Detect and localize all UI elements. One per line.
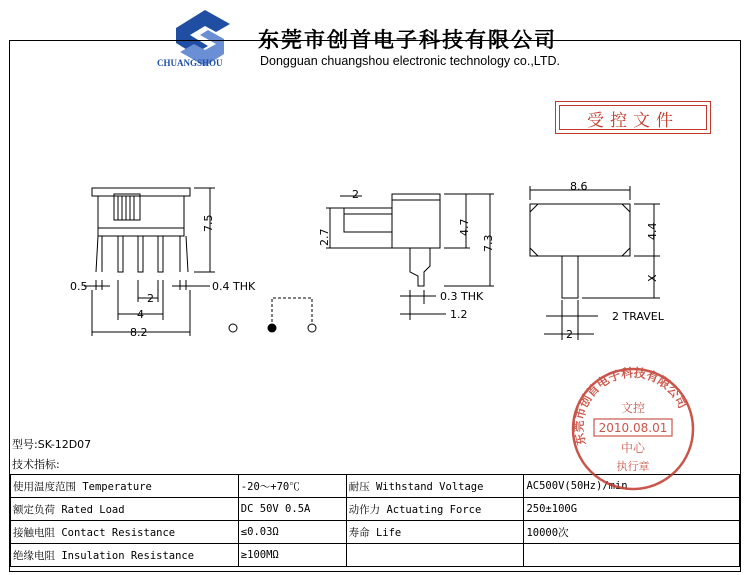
spec-value: AC500V(50Hz)/min xyxy=(524,475,740,498)
front-dim-left: 0.5 xyxy=(70,280,88,293)
front-dim-width: 8.2 xyxy=(130,326,148,339)
front-view xyxy=(84,188,215,336)
logo-text: CHUANGSHOU xyxy=(157,58,223,68)
seal-line4: 执行章 xyxy=(616,460,650,473)
spec-name: 寿命 Life xyxy=(346,521,524,544)
table-row xyxy=(11,521,740,544)
spec-name: 接触电阻 Contact Resistance xyxy=(11,521,239,544)
front-dim-pitch: 2 xyxy=(147,292,154,305)
table-row xyxy=(11,498,740,521)
spec-name: 动作力 Actuating Force xyxy=(346,498,524,521)
tech-spec-heading: 技术指标: xyxy=(12,458,60,471)
model-number: 型号:SK-12D07 xyxy=(12,438,92,451)
spec-name: 使用温度范围 Temperature xyxy=(11,475,239,498)
seal-date: 2010.08.01 xyxy=(598,421,668,435)
spec-name: 额定负荷 Rated Load xyxy=(11,498,239,521)
spec-value: 250±100G xyxy=(524,498,740,521)
spec-value: ≥100MΩ xyxy=(238,544,346,567)
seal-line1: 文控 xyxy=(620,401,646,415)
spec-value: ≤0.03Ω xyxy=(238,521,346,544)
front-dim-height: 7.5 xyxy=(202,214,215,232)
side-dim-top: 2 xyxy=(352,188,359,201)
table-row xyxy=(11,544,740,567)
spec-value: DC 50V 0.5A xyxy=(238,498,346,521)
spec-value xyxy=(524,544,740,567)
side-dim-47: 4.7 xyxy=(458,218,471,236)
company-name-en: Dongguan chuangshou electronic technology co.,LTD. xyxy=(260,54,560,68)
controlled-document-box xyxy=(555,101,711,134)
seal-line3: 中心 xyxy=(620,441,646,455)
top-dim-44: 4.4 xyxy=(646,222,659,240)
top-dim-x: X xyxy=(646,274,659,282)
spec-value: 10000次 xyxy=(524,521,740,544)
seal-ring-text: 东莞市创首电子科技有限公司 xyxy=(571,365,690,447)
spec-name: 绝缘电阻 Insulation Resistance xyxy=(11,544,239,567)
company-name-cn: 东莞市创首电子科技有限公司 xyxy=(258,28,557,52)
top-dim-width: 8.6 xyxy=(570,180,588,193)
side-dim-thk: 0.3 THK xyxy=(440,290,484,303)
controlled-document-label: 受控文件 xyxy=(587,111,679,131)
front-dim-thk: 0.4 THK xyxy=(212,280,256,293)
technical-drawing xyxy=(0,170,750,350)
top-dim-travel: 2 TRAVEL xyxy=(612,310,664,323)
company-seal xyxy=(568,364,698,494)
side-dim-12: 1.2 xyxy=(450,308,468,321)
spec-value: -20～+70℃ xyxy=(238,475,346,498)
side-dim-73: 7.3 xyxy=(482,234,495,252)
side-dim-27: 2.7 xyxy=(318,228,331,246)
spec-name xyxy=(346,544,524,567)
top-dim-2: 2 xyxy=(566,328,573,341)
spec-name: 耐压 Withstand Voltage xyxy=(346,475,524,498)
front-dim-pin: 4 xyxy=(137,308,144,321)
switch-schematic xyxy=(229,298,316,332)
